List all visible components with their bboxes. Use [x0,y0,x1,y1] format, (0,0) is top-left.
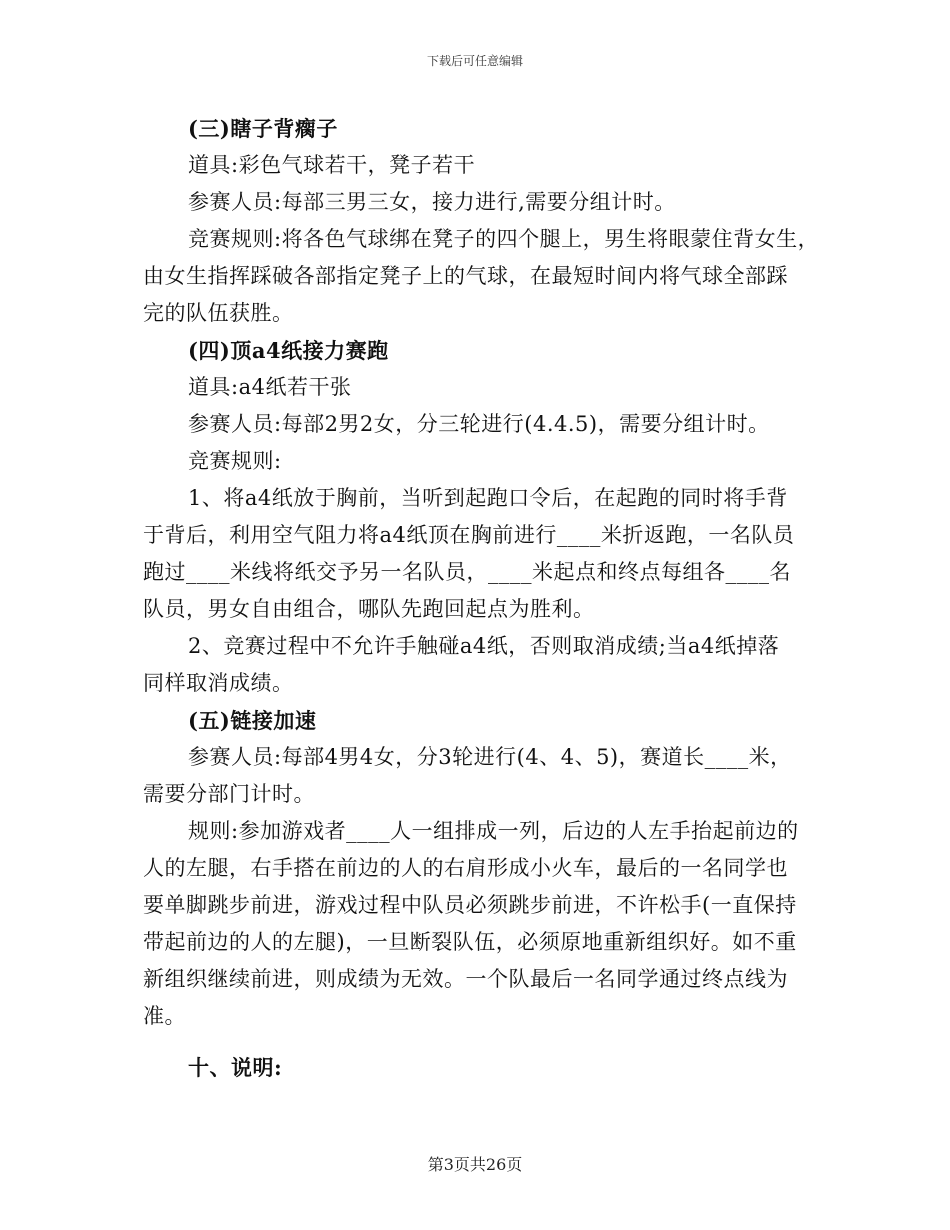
rules-title: 竞赛规则: [188,449,282,473]
participants-line: 参赛人员:每部2男2女，分三轮进行(4.4.5)，需要分组计时。 [188,412,770,436]
rules-line: 由女生指挥踩破各部指定凳子上的气球，在最短时间内将气球全部踩 [143,264,788,288]
rules-line: 准。 [143,1004,186,1028]
rules-line: 完的队伍获胜。 [143,301,294,325]
rule-item-line: 2、竞赛过程中不允许手触碰a4纸，否则取消成绩;当a4纸掉落 [188,634,780,658]
participants-line: 需要分部门计时。 [143,782,315,806]
section-heading: (三)瞎子背瘸子 [188,116,338,141]
rules-line: 带起前边的人的左腿)，一旦断裂队伍，必须原地重新组织好。如不重 [143,930,797,954]
props-line: 道具:彩色气球若干，凳子若干 [188,153,476,177]
rule-item-line: 跑过____米线将纸交予另一名队员，____米起点和终点每组各____名 [143,560,791,584]
rule-item-line: 于背后，利用空气阻力将a4纸顶在胸前进行____米折返跑，一名队员 [143,523,795,547]
rules-line: 竞赛规则:将各色气球绑在凳子的四个腿上，男生将眼蒙住背女生， [188,227,820,251]
participants-line: 参赛人员:每部三男三女，接力进行,需要分组计时。 [188,190,676,214]
rules-line: 要单脚跳步前进，游戏过程中队员必须跳步前进，不许松手(一直保持 [143,893,797,917]
rule-item-line: 1、将a4纸放于胸前，当听到起跑口令后，在起跑的同时将手背 [188,486,788,510]
rule-item-line: 同样取消成绩。 [143,671,294,695]
rules-line: 人的左腿，右手搭在前边的人的右肩形成小火车，最后的一名同学也 [143,856,788,880]
section-heading: 十、说明: [188,1055,283,1080]
props-line: 道具:a4纸若干张 [188,375,352,399]
rules-line: 规则:参加游戏者____人一组排成一列，后边的人左手抬起前边的 [188,819,799,843]
rules-line: 新组织继续前进，则成绩为无效。一个队最后一名同学通过终点线为 [143,967,788,991]
document-body [143,110,823,1086]
page-header: 下载后可任意编辑 [426,54,523,68]
page-footer: 第3页共26页 [427,1155,523,1174]
section-heading: (五)链接加速 [188,708,317,733]
section-spacer [143,1035,823,1049]
rule-item-line: 队员，男女自由组合，哪队先跑回起点为胜利。 [143,597,595,621]
participants-line: 参赛人员:每部4男4女，分3轮进行(4、4、5)，赛道长____米， [188,745,792,769]
section-heading: (四)顶a4纸接力赛跑 [188,338,389,363]
